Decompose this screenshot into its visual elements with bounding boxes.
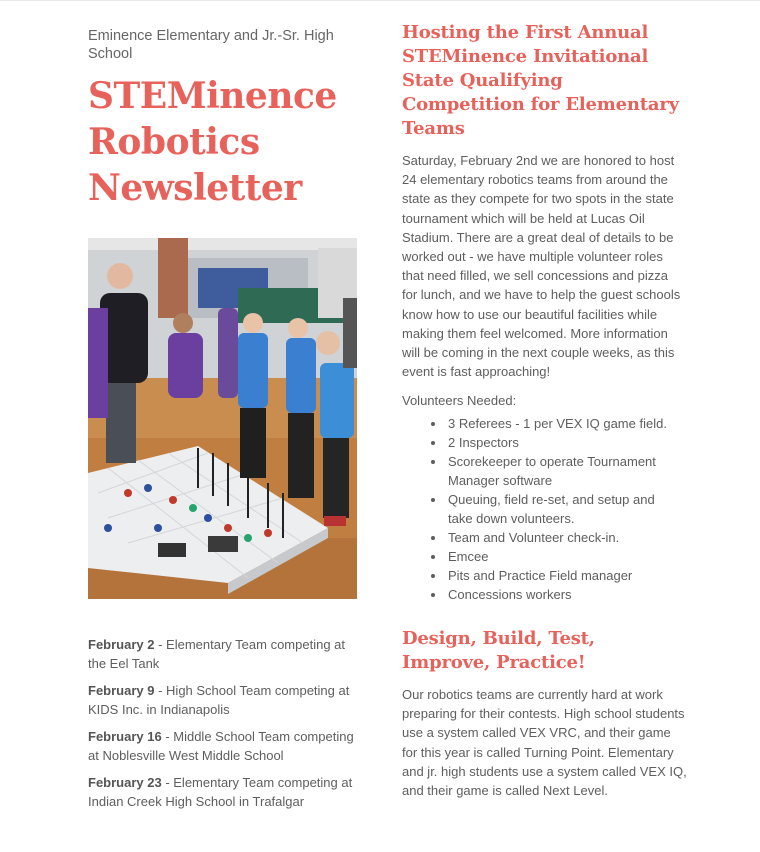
volunteer-item: • Team and Volunteer check-in. — [446, 528, 682, 547]
volunteer-item: • Queuing, field re-set, and setup and take down volunteers. — [446, 490, 682, 528]
design-body: Our robotics teams are currently hard at work preparing for their contests. High school students use a system called VEX VRC, and their game for this year is called Turning Point. Elementary and jr. high students use a system called VEX IQ, and their game is called Next Level. — [402, 687, 687, 799]
schedule-date: February 23 — [88, 775, 162, 790]
schedule-date: February 2 — [88, 637, 155, 652]
schedule-item — [88, 681, 363, 719]
event-section — [402, 21, 682, 604]
competition-schedule — [88, 635, 363, 819]
newsletter-title — [88, 73, 360, 211]
schedule-text: - Middle School Team competing at Noblesville West Middle School — [88, 729, 354, 763]
schedule-item — [88, 773, 363, 811]
schedule-date: February 9 — [88, 683, 155, 698]
title-line: STEMinence — [88, 75, 337, 117]
volunteer-list — [402, 414, 682, 604]
title-line: Newsletter — [88, 167, 302, 209]
schedule-item — [88, 635, 363, 673]
school-name: Eminence Elementary and Jr.-Sr. High School — [88, 28, 334, 62]
schedule-text: - Elementary Team competing at Indian Creek High School in Trafalgar — [88, 775, 353, 809]
volunteer-item: • 3 Referees - 1 per VEX IQ game field. — [446, 414, 682, 433]
design-heading: Design, Build, Test, Improve, Practice! — [402, 628, 595, 673]
event-body: Saturday, February 2nd we are honored to host 24 elementary robotics teams from around the state as they compete for two spots in the state tournament which will be held at Lucas Oil Stadium. There are a great deal of details to be worked out - we have multiple volunteer roles that need filled, we sell concessions and pizza for lunch, and we have to help the guest schools know how to use our beautiful facilities while making them feel welcomed. More information will be coming in the next couple weeks, as this event is fast approaching! — [402, 153, 681, 380]
volunteer-item: • 2 Inspectors — [446, 433, 682, 452]
event-heading: Hosting the First Annual STEMinence Invitational State Qualifying Competition for Elementary Teams — [402, 22, 679, 139]
volunteer-item: • Emcee — [446, 547, 682, 566]
masthead — [88, 27, 360, 211]
schedule-text: - Elementary Team competing at the Eel Tank — [88, 637, 345, 671]
title-line: Robotics — [88, 121, 260, 163]
volunteer-item: • Pits and Practice Field manager — [446, 566, 682, 585]
schedule-text: - High School Team competing at KIDS Inc. in Indianapolis — [88, 683, 350, 717]
volunteers-label: Volunteers Needed: — [402, 393, 517, 409]
schedule-date: February 16 — [88, 729, 162, 744]
volunteer-item: • Scorekeeper to operate Tournament Manager software — [446, 452, 682, 490]
design-section — [402, 627, 687, 800]
robotics-competition-photo — [88, 238, 357, 599]
schedule-item — [88, 727, 363, 765]
volunteer-item: • Concessions workers — [446, 585, 682, 604]
